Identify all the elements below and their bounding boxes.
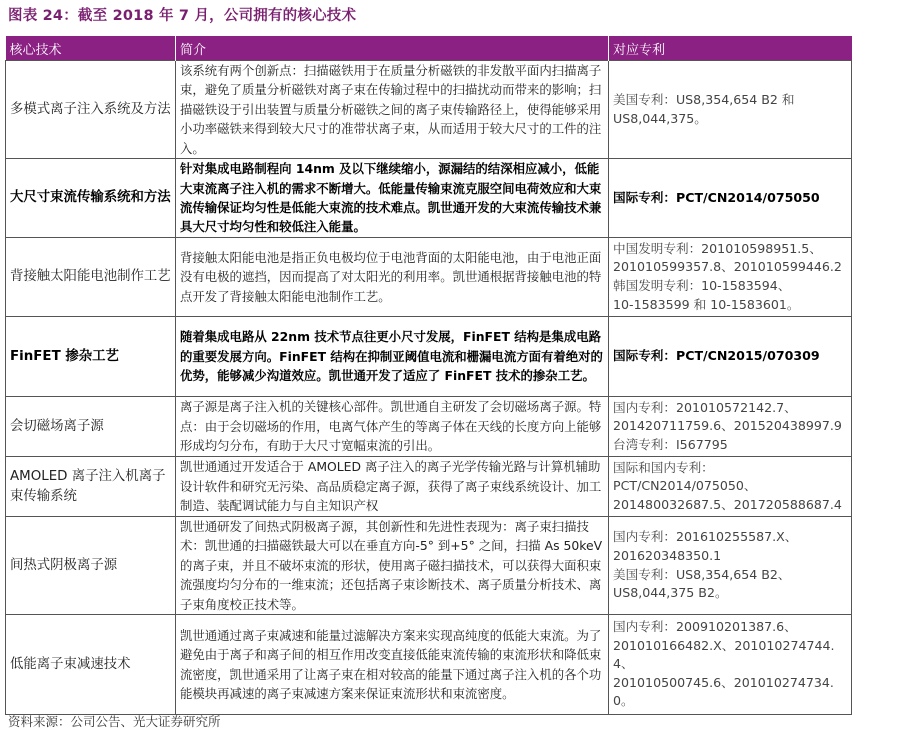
desc-cell: 凯世通通过开发适合于 AMOLED 离子注入的离子光学传输光路与计算机辅助设计软件和研究无污染、高品质稳定离子源，获得了离子束线系统设计、加工制造、装配调试能力与自主知识产权 — [176, 457, 609, 517]
patent-line: 美国专利：US8,354,654 B2 和 — [613, 91, 795, 107]
patent-line: 201010500745.6、201010274734.0。 — [613, 674, 834, 709]
table-row — [6, 457, 852, 517]
patent-line: 美国专利：US8,354,654 B2、 — [613, 566, 791, 582]
patent-cell — [609, 238, 852, 317]
patent-line: 国际专利：PCT/CN2015/070309 — [613, 348, 820, 364]
patent-cell — [609, 317, 852, 397]
patent-line: 201420711759.6、201520438997.9 — [613, 418, 842, 434]
desc-cell: 离子源是离子注入机的关键核心部件。凯世通自主研发了会切磁场离子源。特点：由于会切磁场的作用，电离气体产生的等离子体在天线的长度方向上能够形成均匀分布，有助于大尺寸宽幅束流的引出。 — [176, 397, 609, 457]
patent-cell — [609, 457, 852, 517]
header-tech: 核心技术 — [6, 36, 176, 61]
figure-title: 图表 24：截至 2018 年 7 月，公司拥有的核心技术 — [8, 8, 357, 24]
patent-line: 国内专利：201010572142.7、 — [613, 399, 797, 415]
tech-table — [5, 36, 852, 715]
patent-line: 10-1583599 和 10-1583601。 — [613, 296, 800, 312]
table-row — [6, 317, 852, 397]
patent-line: 韩国发明专利：10-1583594、 — [613, 278, 791, 294]
tech-cell: 间热式阴极离子源 — [6, 517, 176, 615]
table-row — [6, 61, 852, 159]
patent-cell — [609, 61, 852, 159]
patent-line: 201010599357.8、201010599446.2 — [613, 259, 842, 275]
table-row — [6, 238, 852, 317]
tech-cell: 大尺寸束流传输系统和方法 — [6, 159, 176, 238]
table-row — [6, 615, 852, 715]
tech-cell: 会切磁场离子源 — [6, 397, 176, 457]
header-row — [6, 36, 852, 61]
tech-cell: 背接触太阳能电池制作工艺 — [6, 238, 176, 317]
patent-line: PCT/CN2014/075050、 — [613, 478, 757, 494]
desc-cell: 凯世通研发了间热式阴极离子源，其创新性和先进性表现为：离子束扫描技术：凯世通的扫描磁铁最大可以在垂直方向-5° 到+5° 之间，扫描 As 50keV 的离子束，并且不破坏束流的形状，使用离子磁扫描技术，可以获得大面积束流强度均匀分布的一维束流；还包括离子束诊断技术、离子质量分析技术、离子束角度校正技术等。 — [176, 517, 609, 615]
tech-cell: 低能离子束减速技术 — [6, 615, 176, 715]
patent-cell — [609, 615, 852, 715]
desc-cell: 针对集成电路制程向 14nm 及以下继续缩小，源漏结的结深相应减小，低能大束流离子注入机的需求不断增大。低能量传输束流克服空间电荷效应和大束流传输保证均匀性是低能大束流的技术难点。凯世通开发的大束流传输技术兼具大尺寸均匀性和较低注入能量。 — [176, 159, 609, 238]
desc-cell: 该系统有两个创新点：扫描磁铁用于在质量分析磁铁的非发散平面内扫描离子束，避免了质量分析磁铁对离子束在传输过程中的扫描扰动而带来的影响；扫描磁铁设于引出装置与质量分析磁铁之间的离子束传输路径上，使得能够采用小功率磁铁来得到较大尺寸的准带状离子束，从而适用于较大尺寸的工件的注入。 — [176, 61, 609, 159]
table-row — [6, 517, 852, 615]
table-row — [6, 159, 852, 238]
desc-cell: 背接触太阳能电池是指正负电极均位于电池背面的太阳能电池，由于电池正面没有电极的遮挡，因而提高了对太阳光的利用率。凯世通根据背接触电池的特点开发了背接触太阳能电池制作工艺。 — [176, 238, 609, 317]
header-patent: 对应专利 — [609, 36, 852, 61]
patent-line: 201620348350.1 — [613, 547, 722, 563]
table-row — [6, 397, 852, 457]
patent-line: 国际专利：PCT/CN2014/075050 — [613, 189, 820, 205]
patent-line: US8,044,375 B2。 — [613, 585, 728, 601]
patent-line: 201010166482.X、201010274744.4、 — [613, 637, 835, 672]
tech-cell: 多模式离子注入系统及方法 — [6, 61, 176, 159]
patent-line: 国内专利：200910201387.6、 — [613, 619, 797, 635]
header-desc: 简介 — [176, 36, 609, 61]
patent-line: 国内专利：201610255587.X、 — [613, 529, 798, 545]
source-note: 资料来源：公司公告、光大证券研究所 — [8, 714, 221, 729]
patent-line: 201480032687.5、201720588687.4 — [613, 496, 842, 512]
patent-cell — [609, 397, 852, 457]
patent-cell — [609, 159, 852, 238]
patent-line: 台湾专利：I567795 — [613, 436, 728, 452]
core-tech-table — [5, 36, 851, 715]
patent-line: 国际和国内专利： — [613, 459, 714, 475]
patent-line: US8,044,375。 — [613, 110, 707, 126]
desc-cell: 随着集成电路从 22nm 技术节点往更小尺寸发展，FinFET 结构是集成电路的重要发展方向。FinFET 结构在抑制亚阈值电流和栅漏电流方面有着绝对的优势，能够减少沟道效应。凯世通开发了适应了 FinFET 技术的掺杂工艺。 — [176, 317, 609, 397]
patent-cell — [609, 517, 852, 615]
desc-cell: 凯世通通过离子束减速和能量过滤解决方案来实现高纯度的低能大束流。为了避免由于离子和离子间的相互作用改变直接低能束流传输的束流形状和降低束流密度，凯世通采用了让离子束在相对较高的能量下通过离子注入机的各个功能模块再减速的离子束减速方案来保证束流形状和束流密度。 — [176, 615, 609, 715]
tech-cell: AMOLED 离子注入机离子束传输系统 — [6, 457, 176, 517]
tech-cell: FinFET 掺杂工艺 — [6, 317, 176, 397]
patent-line: 中国发明专利：201010598951.5、 — [613, 240, 822, 256]
